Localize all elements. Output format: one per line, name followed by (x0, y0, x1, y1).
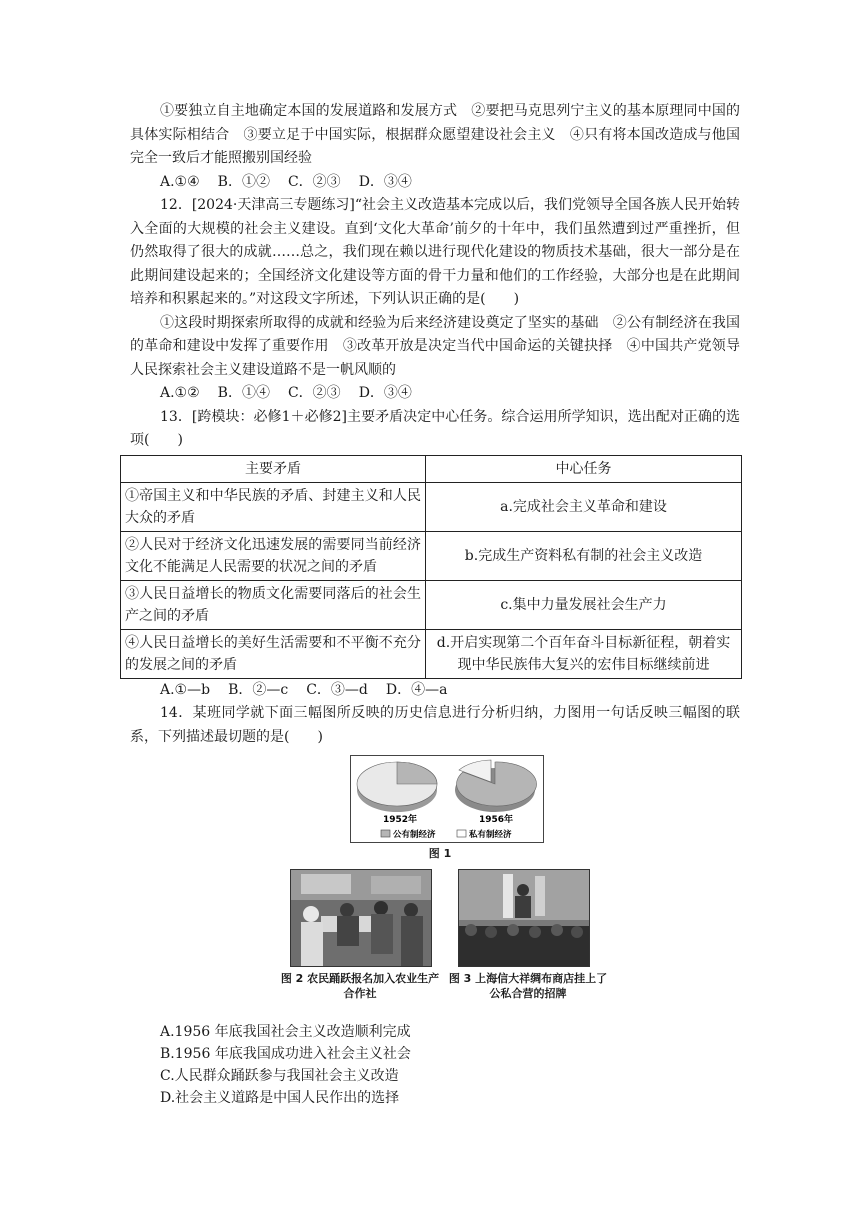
table-header-row (121, 455, 742, 482)
q13-option-d[interactable]: D．④—a (385, 681, 448, 698)
task-cell: a.完成社会主义革命和建设 (426, 482, 742, 531)
q12-stem: 12．[2024·天津高三专题练习]“社会主义改造基本完成以后，我们党领导全国各族人民开始转入全面的大规模的社会主义建设。直到‘文化大革命’前夕的十年中，我们虽然遭到过严重挫折，但仍然取得了很大的成就……总之，我们现在赖以进行现代化建设的物质技术基础，很大一部分是在此期间建设起来的；全国经济文化建设等方面的骨干力量和他们的工作经验，大部分也是在此期间培养和积累起来的。”对这段文字所述，下列认识正确的是( ) (130, 197, 740, 307)
figure-2-caption: 图 2 农民踊跃报名加入农业生产合作社 (280, 972, 440, 1000)
q13-match-table (120, 455, 742, 679)
q11-option-a[interactable]: A.①④ (160, 173, 200, 190)
task-cell: d.开启实现第二个百年奋斗目标新征程，朝着实现中华民族伟大复兴的宏伟目标继续前进 (426, 629, 742, 678)
q13-options (130, 679, 740, 703)
table-row (121, 482, 742, 531)
task-cell: c.集中力量发展社会生产力 (426, 580, 742, 629)
q14-stem: 14．某班同学就下面三幅图所反映的历史信息进行分析归纳，力图用一句话反映三幅图的联系，下列描述最切题的是( ) (130, 705, 740, 745)
label-1952: 1952年 (383, 815, 418, 825)
pie-charts-svg (351, 756, 543, 842)
table-row (121, 629, 742, 678)
contradiction-cell: ②人民对于经济文化迅速发展的需要同当前经济文化不能满足人民需要的状况之间的矛盾 (121, 531, 426, 580)
q11-statements: ①要独立自主地确定本国的发展道路和发展方式 ②要把马克思列宁主义的基本原理同中国的具体实际相结合 ③要立足于中国实际，根据群众愿望建设社会主义 ④只有将本国改造成与他国完全一致后才能照搬别国经验 (130, 103, 740, 166)
q13-option-c[interactable]: C．③—d (306, 681, 368, 698)
q14-option-d[interactable]: D.社会主义道路是中国人民作出的选择 (160, 1090, 400, 1106)
figure-2-photo (290, 869, 432, 967)
q12-option-a[interactable]: A.①② (160, 385, 200, 401)
contradiction-cell: ④人民日益增长的美好生活需要和不平衡不充分的发展之间的矛盾 (121, 629, 426, 678)
legend-public-label: 公有制经济 (393, 830, 436, 840)
q11-option-b[interactable]: B．①② (217, 173, 270, 190)
q14-option-c[interactable]: C.人民群众踊跃参与我国社会主义改造 (160, 1068, 399, 1084)
q11-option-d[interactable]: D．③④ (358, 173, 412, 190)
contradiction-cell: ③人民日益增长的物质文化需要同落后的社会生产之间的矛盾 (121, 580, 426, 629)
header-main-contradiction: 主要矛盾 (121, 455, 426, 482)
table-row (121, 580, 742, 629)
contradiction-cell: ①帝国主义和中华民族的矛盾、封建主义和人民大众的矛盾 (121, 482, 426, 531)
q12-option-c[interactable]: C．②③ (287, 385, 341, 401)
task-cell: b.完成生产资料私有制的社会主义改造 (426, 531, 742, 580)
shop-photo-image (459, 870, 589, 966)
label-1956: 1956年 (479, 815, 514, 825)
table-row (121, 531, 742, 580)
q13-stem: 13．[跨模块：必修1＋必修2]主要矛盾决定中心任务。综合运用所学知识，选出配对正确的选项( ) (130, 408, 740, 448)
q12-options (130, 382, 740, 406)
q12-option-d[interactable]: D．③④ (358, 385, 412, 401)
figure-3-caption: 图 3 上海信大祥绸布商店挂上了公私合营的招牌 (448, 972, 608, 1000)
q12-option-b[interactable]: B．①④ (217, 385, 270, 401)
pie-1952-public-slice (397, 762, 437, 784)
q14-option-b[interactable]: B.1956 年底我国成功进入社会主义社会 (160, 1046, 411, 1062)
legend-private-swatch (457, 830, 466, 837)
q12-statements: ①这段时期探索所取得的成就和经验为后来经济建设奠定了坚实的基础 ②公有制经济在我国的革命和建设中发挥了重要作用 ③改革开放是决定当代中国命运的关键抉择 ④中国共产党领导人民探索社会主义建设道路不是一帆风顺的 (130, 314, 740, 378)
legend-private-label: 私有制经济 (469, 830, 512, 840)
q14-figures (130, 749, 740, 1017)
q11-option-c[interactable]: C．②③ (287, 173, 341, 190)
q11-options (130, 171, 740, 195)
farmers-photo-image (291, 870, 431, 966)
figure-1-pie-charts (350, 755, 544, 843)
legend-public-swatch (381, 830, 390, 837)
q13-option-a[interactable]: A.①—b (160, 681, 211, 698)
q13-option-b[interactable]: B．②—c (228, 681, 289, 698)
document-page (125, 100, 740, 1109)
figure-1-caption: 图 1 (428, 847, 452, 860)
q14-option-a[interactable]: A.1956 年底我国社会主义改造顺利完成 (160, 1024, 411, 1040)
q14-answers (130, 1021, 740, 1109)
header-central-task: 中心任务 (426, 455, 742, 482)
figure-3-photo (458, 869, 590, 967)
